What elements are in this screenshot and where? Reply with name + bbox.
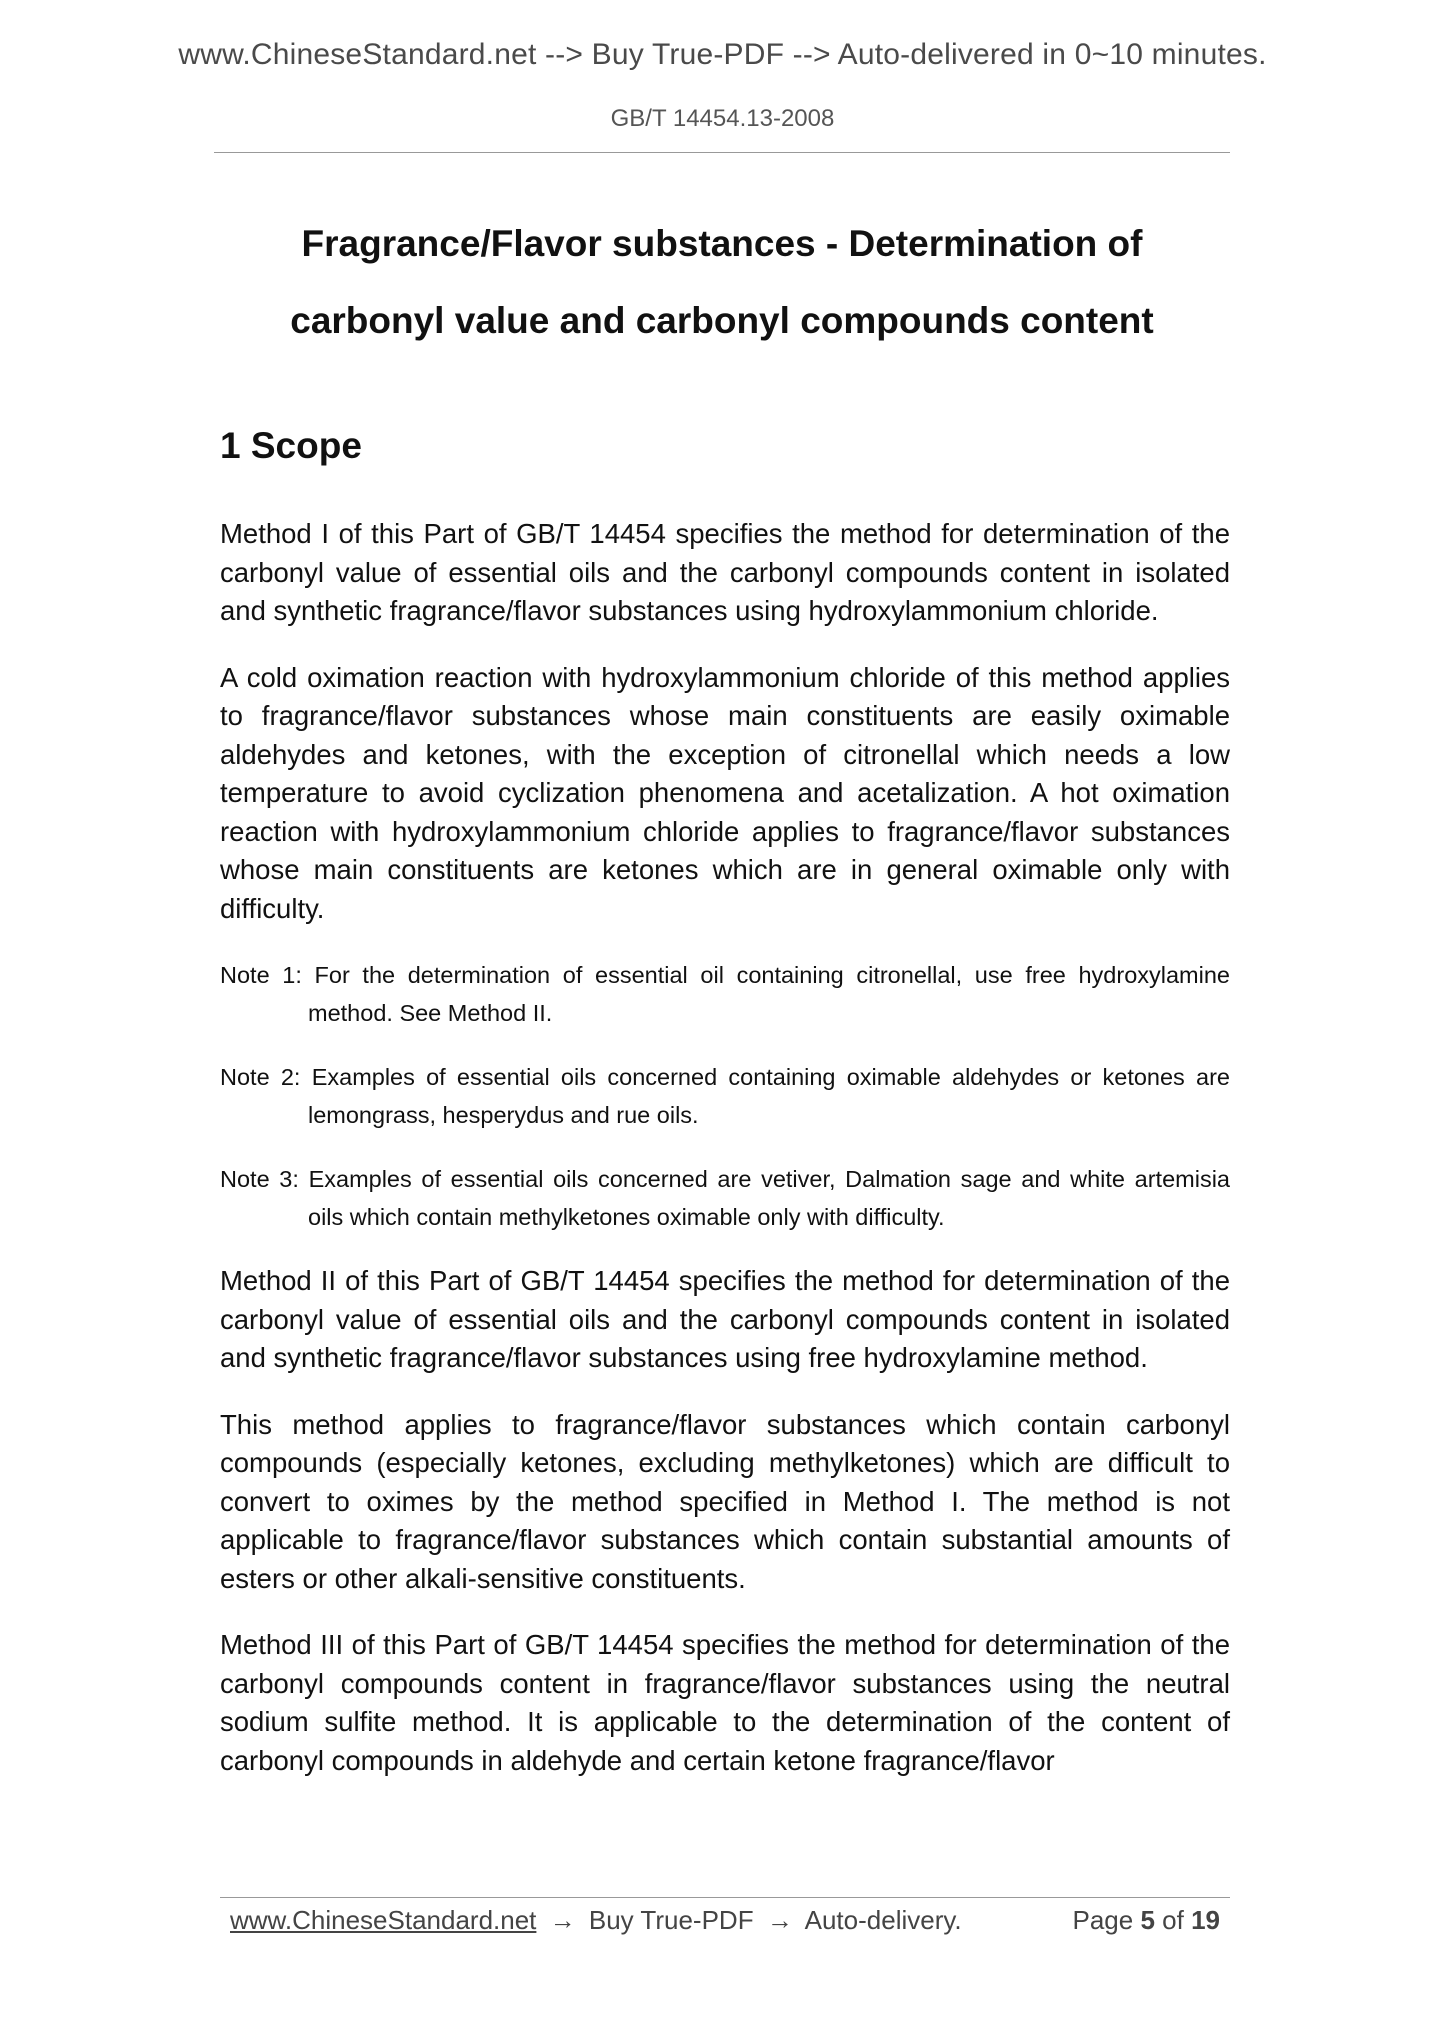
standard-code: GB/T 14454.13-2008: [610, 105, 835, 132]
note-2: Note 2: Examples of essential oils concerned containing oximable aldehydes or ketones are lemongrass, hesperydus and rue oils.: [220, 1064, 1230, 1128]
footer-divider: [220, 1897, 1230, 1898]
page-label: Page: [1072, 1905, 1134, 1935]
page-footer: [230, 1905, 1230, 1936]
top-banner: www.ChineseStandard.net --> Buy True-PDF --> Auto-delivered in 0~10 minutes.: [178, 38, 1267, 71]
document-title: [214, 205, 1230, 359]
page-of: of: [1162, 1905, 1184, 1935]
arrow-right-icon: →: [766, 1905, 793, 1935]
footer-delivery-text: Auto-delivery.: [804, 1905, 962, 1935]
footer-buy-text: Buy True-PDF: [588, 1905, 754, 1935]
section-heading-scope: 1 Scope: [220, 425, 362, 466]
title-line-1: Fragrance/Flavor substances - Determination of: [301, 223, 1143, 264]
paragraph-method-ii: Method II of this Part of GB/T 14454 specifies the method for determination of the carbonyl value of essential oils and the carbonyl compounds content in isolated and synthetic fragrance/flavor substances using free hydroxylamine method.: [220, 1265, 1230, 1373]
arrow-right-icon: →: [549, 1905, 576, 1935]
paragraph-method-iii: Method III of this Part of GB/T 14454 specifies the method for determination of the carbonyl compounds content in fragrance/flavor substances using the neutral sodium sulfite method. It is applicable to the determination of the content of carbonyl compounds in aldehyde and certain ketone fragrance/flavor: [220, 1629, 1230, 1776]
header-divider: [214, 152, 1230, 153]
title-line-2: carbonyl value and carbonyl compounds content: [290, 300, 1154, 341]
note-1: Note 1: For the determination of essential oil containing citronellal, use free hydroxylamine method. See Method II.: [220, 962, 1230, 1026]
page-current: 5: [1140, 1905, 1155, 1935]
page-number: [1072, 1905, 1220, 1936]
page-total: 19: [1191, 1905, 1220, 1935]
footer-site-link[interactable]: www.ChineseStandard.net: [230, 1905, 537, 1935]
document-body: [220, 515, 1230, 1808]
paragraph-method-i: Method I of this Part of GB/T 14454 specifies the method for determination of the carbonyl value of essential oils and the carbonyl compounds content in isolated and synthetic fragrance/flavor substances using hydroxylammonium chloride.: [220, 518, 1230, 626]
note-3: Note 3: Examples of essential oils concerned are vetiver, Dalmation sage and white artemisia oils which contain methylketones oximable only with difficulty.: [220, 1166, 1230, 1230]
footer-left: [230, 1905, 962, 1936]
paragraph-method-ii-applicability: This method applies to fragrance/flavor substances which contain carbonyl compounds (especially ketones, excluding methylketones) which are difficult to convert to oximes by the method specified in Method I. The method is not applicable to fragrance/flavor substances which contain substantial amounts of esters or other alkali-sensitive constituents.: [220, 1408, 1230, 1594]
paragraph-cold-oximation: A cold oximation reaction with hydroxylammonium chloride of this method applies to fragrance/flavor substances whose main constituents are easily oximable aldehydes and ketones, with the exception of citronellal which needs a low temperature to avoid cyclization phenomena and acetalization. A hot oximation reaction with hydroxylammonium chloride applies to fragrance/flavor substances whose main constituents are ketones which are in general oximable only with difficulty.: [220, 661, 1230, 924]
